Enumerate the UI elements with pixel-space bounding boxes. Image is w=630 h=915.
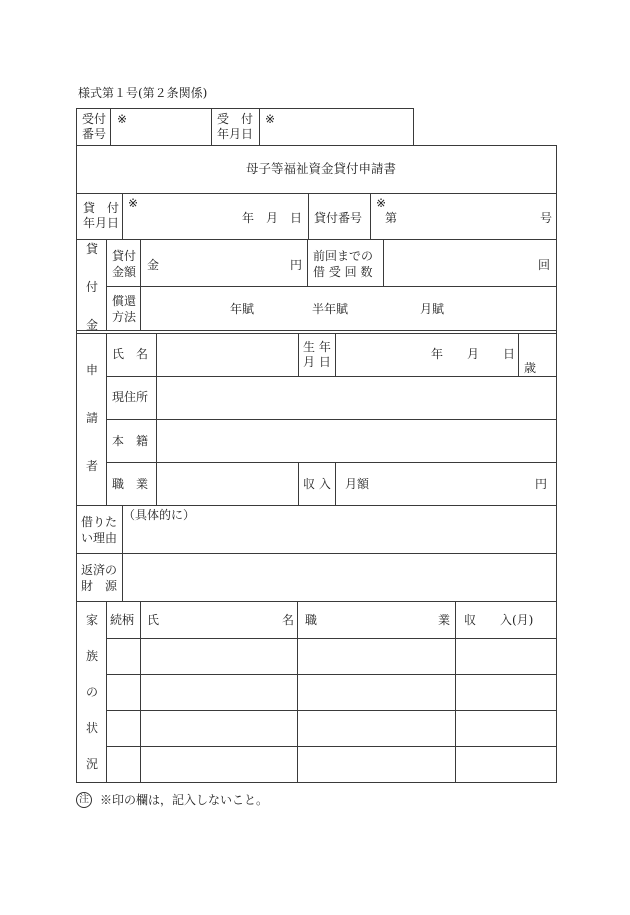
- previous-loans-label-2: 借 受 回 数: [313, 265, 373, 279]
- birthdate-label: 生 年: [303, 340, 331, 354]
- receipt-date-mark: ※: [265, 112, 276, 126]
- birthdate-year: 年: [431, 347, 444, 361]
- receipt-date-label: 受 付: [217, 112, 254, 126]
- address-label: 現住所: [112, 390, 149, 404]
- family-row-4-job[interactable]: [302, 752, 454, 780]
- loan-number-mark: ※: [376, 196, 387, 210]
- family-row-3-job[interactable]: [302, 716, 454, 744]
- loan-amount-yen: 円: [290, 258, 303, 272]
- birthdate-label-2: 月 日: [303, 355, 331, 369]
- note-icon: 注: [76, 792, 92, 808]
- family-col-job-right: 業: [438, 613, 451, 627]
- loan-amount-label: 貸付: [112, 249, 137, 263]
- birthdate-day: 日: [503, 347, 516, 361]
- family-row-4-income[interactable]: [460, 752, 556, 780]
- reason-label-2: い理由: [81, 531, 118, 545]
- applicant-name-field[interactable]: [162, 340, 296, 370]
- applicant-side-label-1: 申: [86, 363, 99, 377]
- loan-date-month: 月: [266, 211, 279, 225]
- receipt-date-field[interactable]: [280, 112, 412, 142]
- applicant-name-label: 氏 名: [112, 347, 149, 361]
- repayment-option-monthly[interactable]: 月賦: [420, 302, 445, 316]
- repayment-option-semiannual[interactable]: 半年賦: [312, 302, 349, 316]
- loan-date-mark: ※: [128, 196, 139, 210]
- receipt-number-label-2: 番号: [82, 127, 107, 141]
- loan-amount-kin: 金: [147, 258, 160, 272]
- repayment-method-label: 償還: [112, 294, 137, 308]
- family-row-1-name[interactable]: [145, 644, 297, 672]
- receipt-number-label: 受付: [82, 112, 107, 126]
- family-row-2-job[interactable]: [302, 680, 454, 708]
- loan-number-go: 号: [540, 211, 553, 225]
- family-col-job-left: 職: [305, 613, 318, 627]
- family-row-4-relation[interactable]: [110, 752, 140, 780]
- loan-amount-field[interactable]: [162, 252, 290, 278]
- loan-date-label: 貸 付: [83, 201, 120, 215]
- family-col-name-right: 名: [282, 613, 295, 627]
- birthdate-month: 月: [467, 347, 480, 361]
- domicile-field[interactable]: [162, 427, 552, 457]
- loan-side-label-2: 付: [86, 280, 99, 294]
- loan-side-label-1: 貸: [86, 242, 99, 256]
- reason-label: 借りた: [81, 515, 118, 529]
- family-row-3-income[interactable]: [460, 716, 556, 744]
- loan-number-label: 貸付番号: [314, 211, 363, 225]
- domicile-label: 本 籍: [112, 434, 149, 448]
- monthly-income-yen: 円: [535, 477, 548, 491]
- repayment-source-field[interactable]: [128, 560, 554, 600]
- reason-field[interactable]: [128, 524, 554, 554]
- receipt-number-field[interactable]: [132, 112, 210, 142]
- family-row-3-name[interactable]: [145, 716, 297, 744]
- family-row-3-relation[interactable]: [110, 716, 140, 744]
- income-label: 収 入: [303, 477, 331, 491]
- family-col-income: 収 入(月): [464, 613, 534, 627]
- family-row-4-name[interactable]: [145, 752, 297, 780]
- receipt-number-mark: ※: [117, 112, 128, 126]
- occupation-label: 職 業: [112, 477, 149, 491]
- family-row-2-income[interactable]: [460, 680, 556, 708]
- receipt-date-label-2: 年月日: [217, 127, 254, 141]
- applicant-side-label-3: 者: [86, 459, 99, 473]
- form-title: 母子等福祉資金貸付申請書: [246, 161, 397, 176]
- age-unit: 歳: [524, 361, 537, 375]
- family-col-name-left: 氏: [147, 613, 160, 627]
- loan-date-label-2: 年月日: [83, 216, 120, 230]
- previous-loans-unit: 回: [538, 258, 551, 272]
- previous-loans-label: 前回までの: [313, 249, 374, 263]
- repayment-option-annual[interactable]: 年賦: [230, 302, 255, 316]
- family-side-label-4: 状: [86, 721, 99, 735]
- loan-amount-label-2: 金額: [112, 265, 137, 279]
- repayment-source-label: 返済の: [81, 563, 118, 577]
- address-field[interactable]: [162, 384, 552, 414]
- family-side-label-5: 況: [86, 757, 99, 771]
- reason-hint: （具体的に）: [123, 508, 196, 522]
- applicant-side-label-2: 請: [86, 411, 99, 425]
- previous-loans-field[interactable]: [392, 252, 536, 278]
- note-text: ※印の欄は，記入しないこと。: [100, 793, 269, 807]
- family-row-1-income[interactable]: [460, 644, 556, 672]
- family-row-2-name[interactable]: [145, 680, 297, 708]
- family-side-label-3: の: [86, 685, 99, 699]
- occupation-field[interactable]: [162, 470, 296, 500]
- family-side-label-1: 家: [86, 613, 99, 627]
- loan-date-day: 日: [290, 211, 303, 225]
- family-col-relation: 続柄: [110, 613, 135, 627]
- repayment-source-label-2: 財 源: [81, 579, 118, 593]
- repayment-method-label-2: 方法: [112, 310, 137, 324]
- family-row-2-relation[interactable]: [110, 680, 140, 708]
- loan-side-label-3: 金: [86, 318, 99, 332]
- monthly-income-label: 月額: [345, 477, 370, 491]
- loan-date-year: 年: [242, 211, 255, 225]
- family-row-1-relation[interactable]: [110, 644, 140, 672]
- family-side-label-2: 族: [86, 649, 99, 663]
- monthly-income-field[interactable]: [374, 470, 528, 500]
- loan-number-dai: 第: [385, 211, 398, 225]
- family-row-1-job[interactable]: [302, 644, 454, 672]
- form-number-label: 様式第１号(第２条関係): [78, 86, 208, 100]
